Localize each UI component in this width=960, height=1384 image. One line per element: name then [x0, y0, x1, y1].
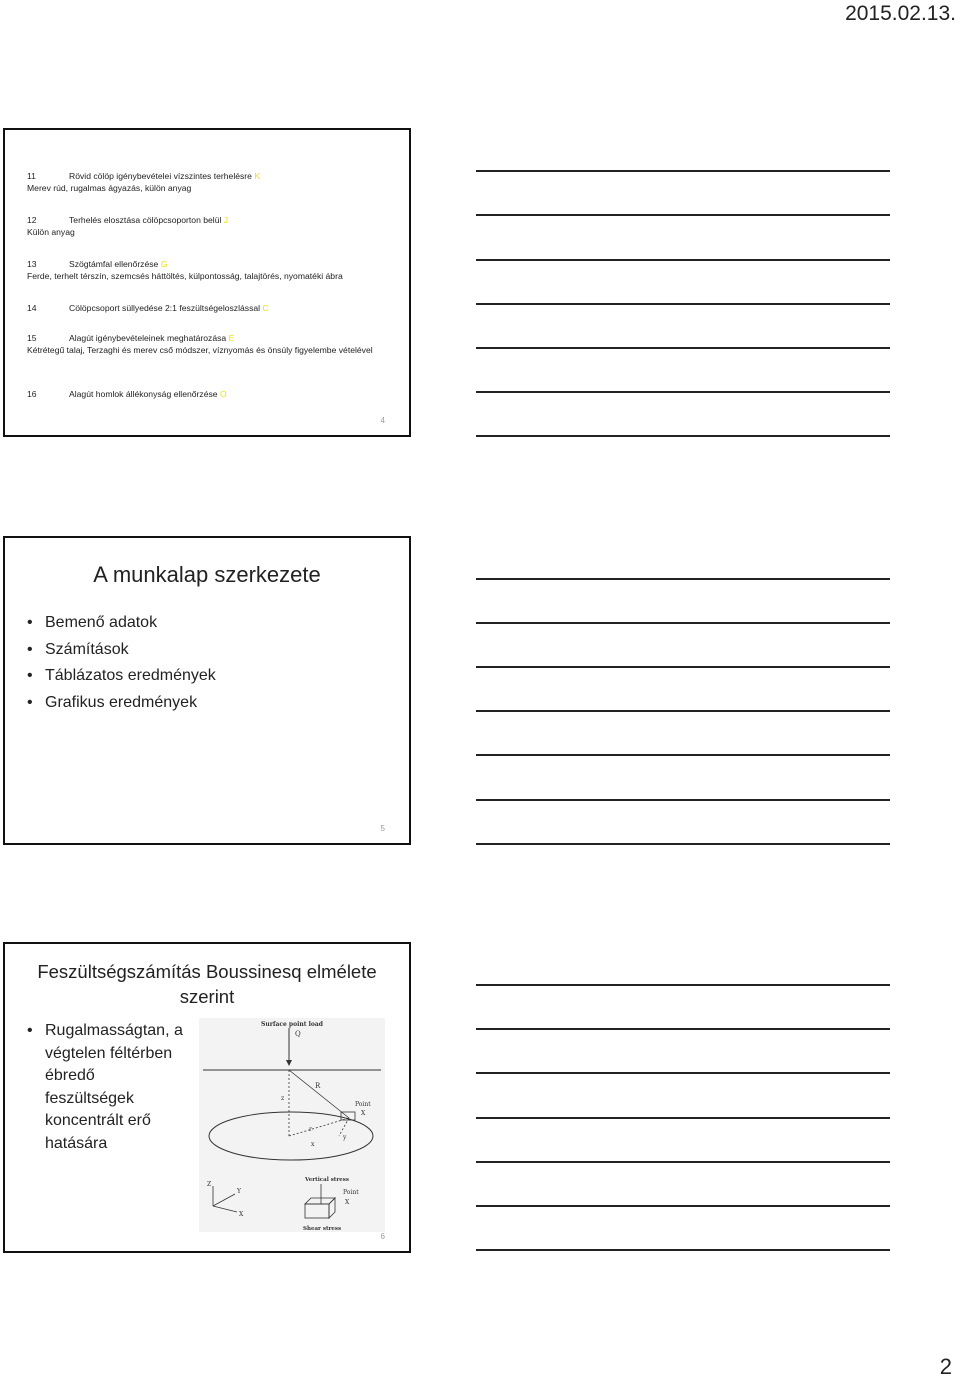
item-detail: Kétrétegű talaj, Terzaghi és merev cső módszer, víznyomás és önsúly figyelembe vételével: [27, 345, 373, 355]
item-number: 11: [27, 171, 36, 181]
note-line: [476, 1205, 890, 1207]
note-line: [476, 214, 890, 216]
axis-x-label: X: [239, 1211, 244, 1218]
note-line: [476, 435, 890, 437]
list-item: [27, 214, 399, 238]
slide-5: [3, 536, 411, 845]
item-title: Cölöpcsoport süllyedése 2:1 feszültségeloszlással: [69, 303, 261, 313]
bullet-line: végtelen féltérben: [45, 1044, 173, 1062]
list-item: [27, 388, 399, 400]
note-line: [476, 754, 890, 756]
slide-title: A munkalap szerkezete: [93, 562, 321, 587]
note-line: [476, 303, 890, 305]
note-line: [476, 843, 890, 845]
note-line: [476, 347, 890, 349]
item-title: Alagút homlok állékonyság ellenőrzése: [69, 389, 218, 399]
axis-z-label: Z: [207, 1181, 212, 1188]
figure-label-surface-load: Surface point load: [261, 1021, 323, 1028]
note-line: [476, 622, 890, 624]
note-line: [476, 170, 890, 172]
slide-number: 5: [380, 824, 385, 833]
figure-label-x-box: X: [345, 1199, 350, 1206]
item-title: Rövid cölöp igénybevételei vízszintes terhelésre: [69, 171, 252, 181]
figure-label-q: Q: [295, 1030, 301, 1038]
slide-number: 4: [380, 416, 385, 425]
figure-label-x-lower: x: [311, 1141, 315, 1148]
bullet-line: ébredő: [45, 1067, 95, 1084]
note-line: [476, 1028, 890, 1030]
item-number: 16: [27, 389, 37, 399]
item-number: 14: [27, 303, 37, 313]
item-detail: Külön anyag: [27, 227, 75, 237]
slide-number: 6: [380, 1232, 385, 1241]
bullet-dot: •: [27, 1022, 33, 1039]
list-item: [27, 302, 399, 314]
note-line: [476, 710, 890, 712]
figure-label-x: X: [361, 1110, 366, 1117]
list-item: [27, 170, 399, 194]
list-item: [27, 332, 399, 356]
note-line: [476, 1249, 890, 1251]
list-item: [27, 258, 399, 282]
item-tag: J: [223, 215, 229, 225]
bullet-item: • Számítások: [27, 637, 216, 664]
item-tag: O: [219, 389, 227, 399]
bullet-list: [27, 610, 216, 716]
slide-title-line: szerint: [179, 986, 235, 1007]
axis-y-label: Y: [237, 1188, 241, 1195]
item-title: Alagút igénybevételeinek meghatározása: [69, 333, 227, 343]
item-detail: Ferde, terhelt térszín, szemcsés háttöltés, külpontosság, talajtörés, nyomatéki ábra: [27, 271, 343, 281]
note-line: [476, 578, 890, 580]
figure-label-z: z: [281, 1095, 285, 1102]
item-number: 13: [27, 259, 37, 269]
figure-label-vertical-stress: Vertical stress: [305, 1177, 349, 1183]
figure-label-point: Point: [355, 1101, 371, 1108]
note-line: [476, 799, 890, 801]
note-line: [476, 391, 890, 393]
note-line: [476, 666, 890, 668]
bullet-line: Rugalmasságtan, a: [45, 1022, 183, 1039]
bullet-item: • Grafikus eredmények: [27, 690, 216, 717]
page-number: 2: [939, 1354, 952, 1379]
slide-6: [3, 942, 411, 1253]
bullet-item: [27, 1020, 187, 1155]
item-tag: C: [262, 303, 269, 313]
print-date: 2015.02.13.: [845, 2, 956, 25]
boussinesq-figure: [199, 1018, 385, 1232]
note-line: [476, 984, 890, 986]
bullet-item: • Bemenő adatok: [27, 610, 216, 637]
figure-label-r-big: R: [315, 1082, 321, 1090]
item-tag: G: [160, 259, 168, 269]
figure-background: [199, 1018, 385, 1232]
bullet-text: [27, 1020, 187, 1155]
slide-4: [3, 128, 411, 437]
item-title: Szögtámfal ellenőrzése: [69, 259, 159, 269]
slide-title: [5, 959, 409, 1009]
item-tag: E: [228, 333, 235, 343]
bullet-item: • Táblázatos eredmények: [27, 663, 216, 690]
figure-label-r-small: r: [309, 1126, 312, 1133]
item-tag: K: [254, 171, 261, 181]
note-line: [476, 259, 890, 261]
bullet-line: feszültségek: [45, 1089, 134, 1107]
bullet-line: koncentrált erő: [45, 1112, 151, 1129]
bullet-line: hatására: [45, 1134, 108, 1152]
note-line: [476, 1072, 890, 1074]
figure-label-shear-stress: Shear stress: [303, 1226, 342, 1232]
note-line: [476, 1117, 890, 1119]
item-number: 12: [27, 215, 37, 225]
note-line: [476, 1161, 890, 1163]
item-detail: Merev rúd, rugalmas ágyazás, külön anyag: [27, 183, 192, 193]
figure-label-point-lower: Point: [343, 1189, 359, 1196]
slide-title-line: Feszültségszámítás Boussinesq elmélete: [37, 961, 377, 982]
item-number: 15: [27, 333, 37, 343]
figure-label-y: y: [343, 1134, 347, 1141]
item-title: Terhelés elosztása cölöpcsoporton belül: [69, 215, 222, 225]
